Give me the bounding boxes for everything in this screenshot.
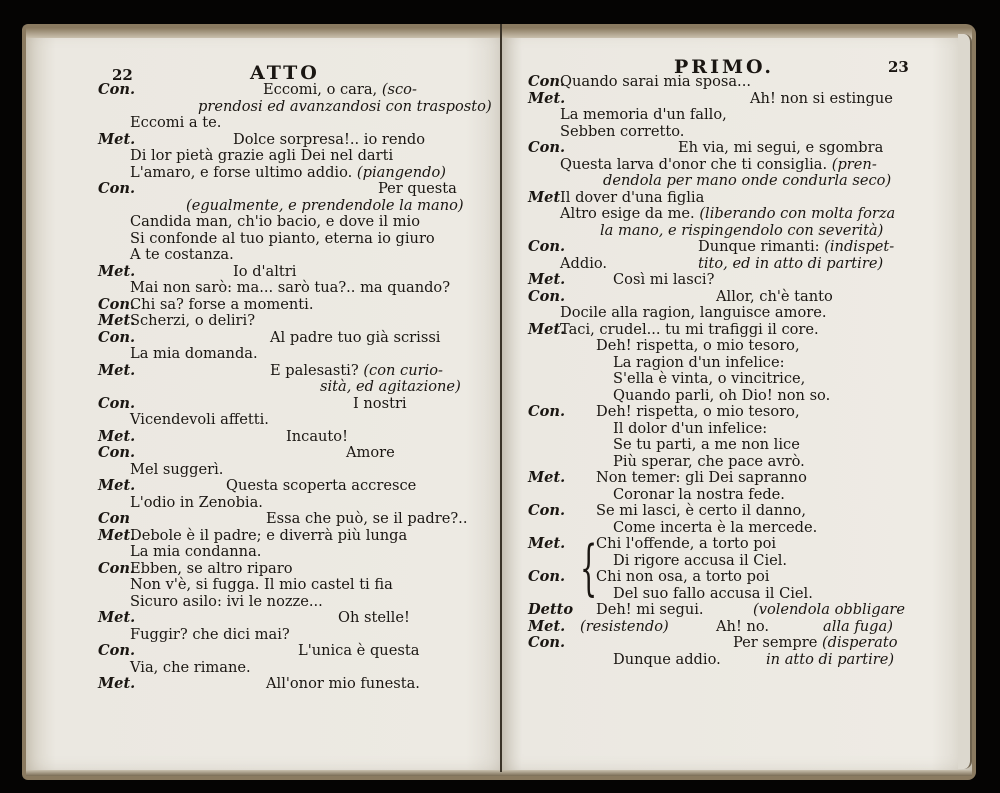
spoken-text: A te costanza. (130, 246, 234, 263)
line-text (596, 404, 800, 421)
speaker-label: Met. (98, 427, 136, 445)
text-line (528, 421, 938, 438)
speaker-label: Con. (528, 634, 566, 651)
spoken-text: Del suo fallo accusa il Ciel. (613, 584, 813, 602)
spoken-text: Per sempre (733, 634, 822, 651)
page-top-edge (502, 28, 972, 38)
line-text (270, 330, 440, 347)
text-line (98, 577, 498, 594)
spoken-text: Ah! no. (716, 617, 770, 635)
speaker-label: Con. (528, 238, 566, 255)
spoken-text: Ebben, se altro riparo (130, 559, 293, 577)
spoken-text: Incauto! (286, 427, 348, 445)
spoken-text: Dunque addio. (613, 650, 721, 668)
stage-direction: sità, ed agitazione) (320, 378, 461, 395)
text-line (98, 363, 498, 380)
text-line (528, 157, 938, 174)
speaker-label: Met. (528, 535, 566, 552)
text-line (98, 462, 498, 479)
speaker-label: Con. (98, 642, 136, 659)
text-line (98, 231, 498, 248)
text-line (528, 388, 938, 405)
text-line (528, 652, 938, 669)
line-text (613, 371, 805, 388)
line-text (130, 297, 313, 314)
speaker-label: Met. (528, 271, 566, 288)
line-text (596, 338, 800, 355)
spoken-text: Come incerta è la mercede. (613, 518, 818, 536)
speaker-label: Met. (98, 262, 136, 280)
text-line (528, 74, 938, 91)
spoken-text: La memoria d'un fallo, (560, 106, 727, 123)
text-line (98, 445, 498, 462)
speaker-label: Met. (98, 312, 136, 329)
spoken-text: Chi sa? forse a momenti. (130, 295, 314, 313)
stage-direction: (con curio- (363, 361, 443, 379)
text-line (528, 619, 938, 636)
text-line (528, 487, 938, 504)
text-line (528, 256, 938, 273)
spoken-text: Il dolor d'un infelice: (613, 419, 768, 437)
line-text (560, 256, 607, 273)
line-text (560, 157, 877, 174)
stage-direction: (pren- (831, 155, 877, 173)
line-text (266, 511, 467, 528)
page-number: 22 (112, 66, 133, 84)
text-line (98, 181, 498, 198)
spoken-text: L'unica è questa (298, 642, 420, 659)
text-line (98, 297, 498, 314)
line-text (130, 627, 290, 644)
line-text (596, 569, 769, 586)
text-line (98, 627, 498, 644)
text-line (98, 660, 498, 677)
spoken-text: Coronar la nostra fede. (613, 485, 785, 503)
speaker-label: Met. (98, 477, 136, 494)
spoken-text: Più sperar, che pace avrò. (613, 452, 805, 470)
line-text (298, 643, 419, 660)
line-text (266, 676, 420, 693)
line-text (560, 190, 704, 207)
line-text (600, 223, 883, 240)
line-text (613, 586, 813, 603)
spoken-text: Sebben corretto. (560, 122, 685, 140)
page-top-edge (26, 28, 506, 38)
left-page (22, 24, 506, 780)
spoken-text: La mia condanna. (130, 543, 262, 560)
text-line (98, 495, 498, 512)
line-text (353, 396, 407, 413)
spoken-text: Deh! mi segui. (596, 601, 704, 618)
text-line (98, 280, 498, 297)
text-line (98, 412, 498, 429)
line-text (613, 454, 805, 471)
text-line (528, 173, 938, 190)
speaker-label: Con. (98, 559, 136, 577)
text-line (98, 132, 498, 149)
line-text (130, 214, 420, 231)
text-line (98, 82, 498, 99)
text-line (98, 594, 498, 611)
text-line (98, 198, 498, 215)
stage-direction: (liberando con molta forza (699, 205, 896, 222)
spoken-text: Mel suggerì. (130, 460, 224, 478)
line-text (233, 264, 296, 281)
line-text (560, 74, 751, 91)
spoken-text: L'amaro, e forse ultimo addio. (130, 163, 357, 181)
speaker-label: Met. (98, 526, 136, 544)
spoken-text: La mia domanda. (130, 345, 258, 362)
text-line (98, 379, 498, 396)
text-line (528, 602, 938, 619)
text-line (528, 289, 938, 306)
spoken-text: Di lor pietà grazie agli Dei nel darti (130, 147, 394, 164)
line-text (560, 322, 819, 339)
speaker-label: Con. (528, 287, 566, 305)
stage-direction: tito, ed in atto di partire) (698, 254, 884, 272)
text-line (528, 272, 938, 289)
line-text (320, 379, 461, 396)
line-text (613, 388, 830, 405)
stage-direction: (indispet- (824, 238, 895, 255)
speaker-label: Con. (528, 502, 566, 519)
text-line (528, 404, 938, 421)
spoken-text: Debole è il padre; e diverrà più lunga (130, 526, 408, 544)
line-text (750, 91, 893, 108)
text-line (98, 313, 498, 330)
line-text (130, 577, 393, 594)
speaker-label: Met (528, 188, 561, 206)
spoken-text: Per questa (378, 180, 457, 197)
spoken-text: Allor, ch'è tanto (716, 287, 833, 305)
open-book (22, 24, 980, 772)
line-text (286, 429, 348, 446)
running-head: PRIMO. (674, 56, 775, 78)
line-text (130, 148, 393, 165)
line-text (678, 140, 883, 157)
speaker-label: Con. (98, 295, 136, 313)
text-line (528, 190, 938, 207)
spoken-text: Candida man, ch'io bacio, e dove il mio (130, 213, 420, 230)
spoken-text: Il dover d'una figlia (560, 188, 705, 206)
line-text (560, 124, 684, 141)
stage-direction: dendola per mano onde condurla seco) (603, 172, 892, 189)
speaker-label: Met. (528, 617, 566, 635)
line-text (596, 536, 776, 553)
line-text (186, 198, 464, 215)
line-text (613, 355, 785, 372)
spoken-text: Non temer: gli Dei sapranno (596, 469, 807, 486)
text-line (98, 676, 498, 693)
text-line (528, 635, 938, 652)
text-line (528, 305, 938, 322)
spoken-text: Fuggir? che dici mai? (130, 625, 290, 643)
text-line (528, 503, 938, 520)
speaker-label: Con. (98, 180, 136, 197)
page-bottom-edge (26, 770, 506, 776)
speaker-label: Con. (528, 139, 566, 156)
spoken-text: Eccomi, o cara, (263, 81, 382, 98)
line-text (226, 478, 416, 495)
text-line (528, 223, 938, 240)
line-text (263, 82, 417, 99)
line-text (596, 503, 806, 520)
spoken-text: Vicendevoli affetti. (130, 411, 269, 428)
text-line (98, 528, 498, 545)
page-number: 23 (888, 58, 909, 76)
line-text (130, 528, 407, 545)
line-text (560, 206, 895, 223)
text-line (528, 437, 938, 454)
line-text (603, 173, 891, 190)
spoken-text: Mai non sarò: ma... sarò tua?.. ma quando? (130, 279, 451, 296)
line-text (346, 445, 395, 462)
spoken-text: Questa larva d'onor che ti consiglia. (560, 155, 832, 173)
speaker-label: Met. (528, 469, 566, 486)
spoken-text: E palesasti? (270, 361, 364, 379)
dialogue-text-left (98, 82, 498, 693)
line-text (338, 610, 410, 627)
speaker-label: Con. (98, 328, 136, 346)
text-line (98, 247, 498, 264)
text-line (528, 322, 938, 339)
speaker-label: Detto (528, 601, 574, 618)
page-bottom-edge (502, 770, 972, 776)
line-text (130, 544, 261, 561)
speaker-label: Met. (98, 609, 136, 626)
text-line (98, 330, 498, 347)
right-page (502, 24, 976, 780)
running-head: ATTO (250, 62, 320, 84)
spoken-text: Chi non osa, a torto poi (596, 568, 770, 585)
line-text (580, 619, 669, 636)
line-text (378, 181, 457, 198)
text-line (528, 355, 938, 372)
text-line (528, 371, 938, 388)
line-text (130, 280, 450, 297)
spoken-text: Docile alla ragion, languisce amore. (560, 304, 827, 321)
speaker-label: Con. (528, 403, 566, 420)
spoken-text: Quando sarai mia sposa... (560, 73, 751, 90)
text-line (98, 544, 498, 561)
line-text (596, 470, 807, 487)
spoken-text: Via, che rimane. (130, 658, 251, 676)
spoken-text: Deh! rispetta, o mio tesoro, (596, 403, 800, 420)
line-text (613, 437, 800, 454)
text-line (528, 239, 938, 256)
line-text (130, 165, 446, 182)
line-text (130, 115, 221, 132)
spoken-text: Altro esige da me. (560, 205, 700, 222)
text-line (98, 99, 498, 116)
line-text (733, 635, 897, 652)
spoken-text: Di rigore accusa il Ciel. (613, 551, 788, 569)
line-text (613, 520, 817, 537)
speaker-label: Con (98, 510, 130, 527)
spoken-text: Se tu parti, a me non lice (613, 436, 800, 453)
spoken-text: Chi l'offende, a torto poi (596, 535, 777, 552)
stage-direction: (volendola obbligare (753, 601, 906, 618)
line-text (233, 132, 425, 149)
spoken-text: Amore (346, 444, 395, 461)
spoken-text: Al padre tuo già scrissi (270, 328, 441, 346)
line-text (560, 107, 727, 124)
spoken-text: Se mi lasci, è certo il danno, (596, 502, 806, 519)
text-line (528, 107, 938, 124)
spoken-text: Addio. (560, 254, 608, 272)
stage-direction: in atto di partire) (766, 650, 895, 668)
text-line (528, 124, 938, 141)
text-line (98, 115, 498, 132)
text-line (98, 429, 498, 446)
spoken-text: Scherzi, o deliri? (130, 312, 256, 329)
speaker-label: Met. (528, 320, 566, 338)
spoken-text: Taci, crudel... tu mi trafiggi il core. (560, 320, 819, 338)
spoken-text: Non v'è, si fugga. Il mio castel ti fia (130, 576, 393, 593)
line-text (198, 99, 492, 116)
text-line (98, 643, 498, 660)
line-text (130, 231, 435, 248)
text-line (98, 478, 498, 495)
text-line (528, 206, 938, 223)
text-line (98, 214, 498, 231)
speaker-label: Con. (98, 394, 136, 412)
text-line (528, 140, 938, 157)
speaker-label: Met. (98, 130, 136, 148)
text-line (98, 264, 498, 281)
stage-direction: (egualmente, e prendendole la mano) (186, 196, 464, 214)
stage-direction: (resistendo) (580, 617, 669, 635)
stage-direction: (disperato (821, 634, 898, 651)
text-line (98, 396, 498, 413)
spoken-text: L'odio in Zenobia. (130, 493, 263, 511)
line-text (613, 553, 787, 570)
line-text (716, 289, 833, 306)
line-text (613, 272, 714, 289)
line-text (560, 305, 827, 322)
spoken-text: Ah! non si estingue (750, 89, 893, 107)
text-line (98, 346, 498, 363)
spoken-text: Oh stelle! (338, 609, 410, 626)
stage-direction: (sco- (381, 81, 417, 98)
spoken-text: Eccomi a te. (130, 114, 222, 131)
speaker-label: Con. (98, 81, 136, 98)
page-fore-edge (958, 34, 972, 769)
line-text (130, 247, 234, 264)
spoken-text: Dunque rimanti: (698, 238, 825, 255)
speaker-label: Met. (98, 361, 136, 379)
line-text (130, 346, 258, 363)
spoken-text: Così mi lasci? (613, 271, 715, 288)
spoken-text: Questa scoperta accresce (226, 477, 417, 494)
text-line (528, 91, 938, 108)
line-text (130, 412, 269, 429)
spoken-text: I nostri (353, 394, 407, 412)
spoken-text: Eh via, mi segui, e sgombra (678, 139, 884, 156)
line-text (698, 239, 894, 256)
line-text (613, 487, 785, 504)
speaker-label: Con. (528, 568, 566, 585)
spoken-text: La ragion d'un infelice: (613, 353, 785, 371)
text-line (528, 454, 938, 471)
speaker-label: Con. (528, 73, 566, 90)
line-text (130, 594, 323, 611)
spoken-text: Quando parli, oh Dio! non so. (613, 386, 831, 404)
stage-direction: la mano, e rispingendolo con severità) (600, 221, 884, 239)
spoken-text: All'onor mio funesta. (266, 675, 420, 692)
stage-direction: prendosi ed avanzandosi con trasposto) (198, 97, 492, 115)
line-text (130, 561, 293, 578)
line-text (130, 313, 255, 330)
line-text (613, 652, 721, 669)
text-line (98, 165, 498, 182)
text-line (98, 511, 498, 528)
brace-glyph: { (580, 533, 598, 603)
line-text (130, 495, 263, 512)
line-text (130, 462, 223, 479)
stage-direction: (piangendo) (356, 163, 446, 181)
spoken-text: S'ella è vinta, o vincitrice, (613, 370, 806, 387)
text-line (98, 561, 498, 578)
spoken-text: Deh! rispetta, o mio tesoro, (596, 337, 800, 354)
stage-direction: alla fuga) (823, 617, 893, 635)
dialogue-text-right (528, 74, 938, 668)
text-line (98, 610, 498, 627)
line-text (130, 660, 251, 677)
text-line (98, 148, 498, 165)
text-line (528, 338, 938, 355)
speaker-label: Met. (98, 675, 136, 692)
line-text (270, 363, 443, 380)
spoken-text: Essa che può, se il padre?.. (266, 510, 468, 527)
line-text (596, 602, 704, 619)
spoken-text: Dolce sorpresa!.. io rendo (233, 130, 426, 148)
spoken-text: Si confonde al tuo pianto, eterna io giuro (130, 229, 435, 247)
speaker-label: Con. (98, 444, 136, 461)
text-line (528, 470, 938, 487)
line-text (613, 421, 767, 438)
spoken-text: Io d'altri (233, 262, 297, 280)
speaker-label: Met. (528, 89, 566, 107)
spoken-text: Sicuro asilo: ivi le nozze... (130, 592, 323, 610)
